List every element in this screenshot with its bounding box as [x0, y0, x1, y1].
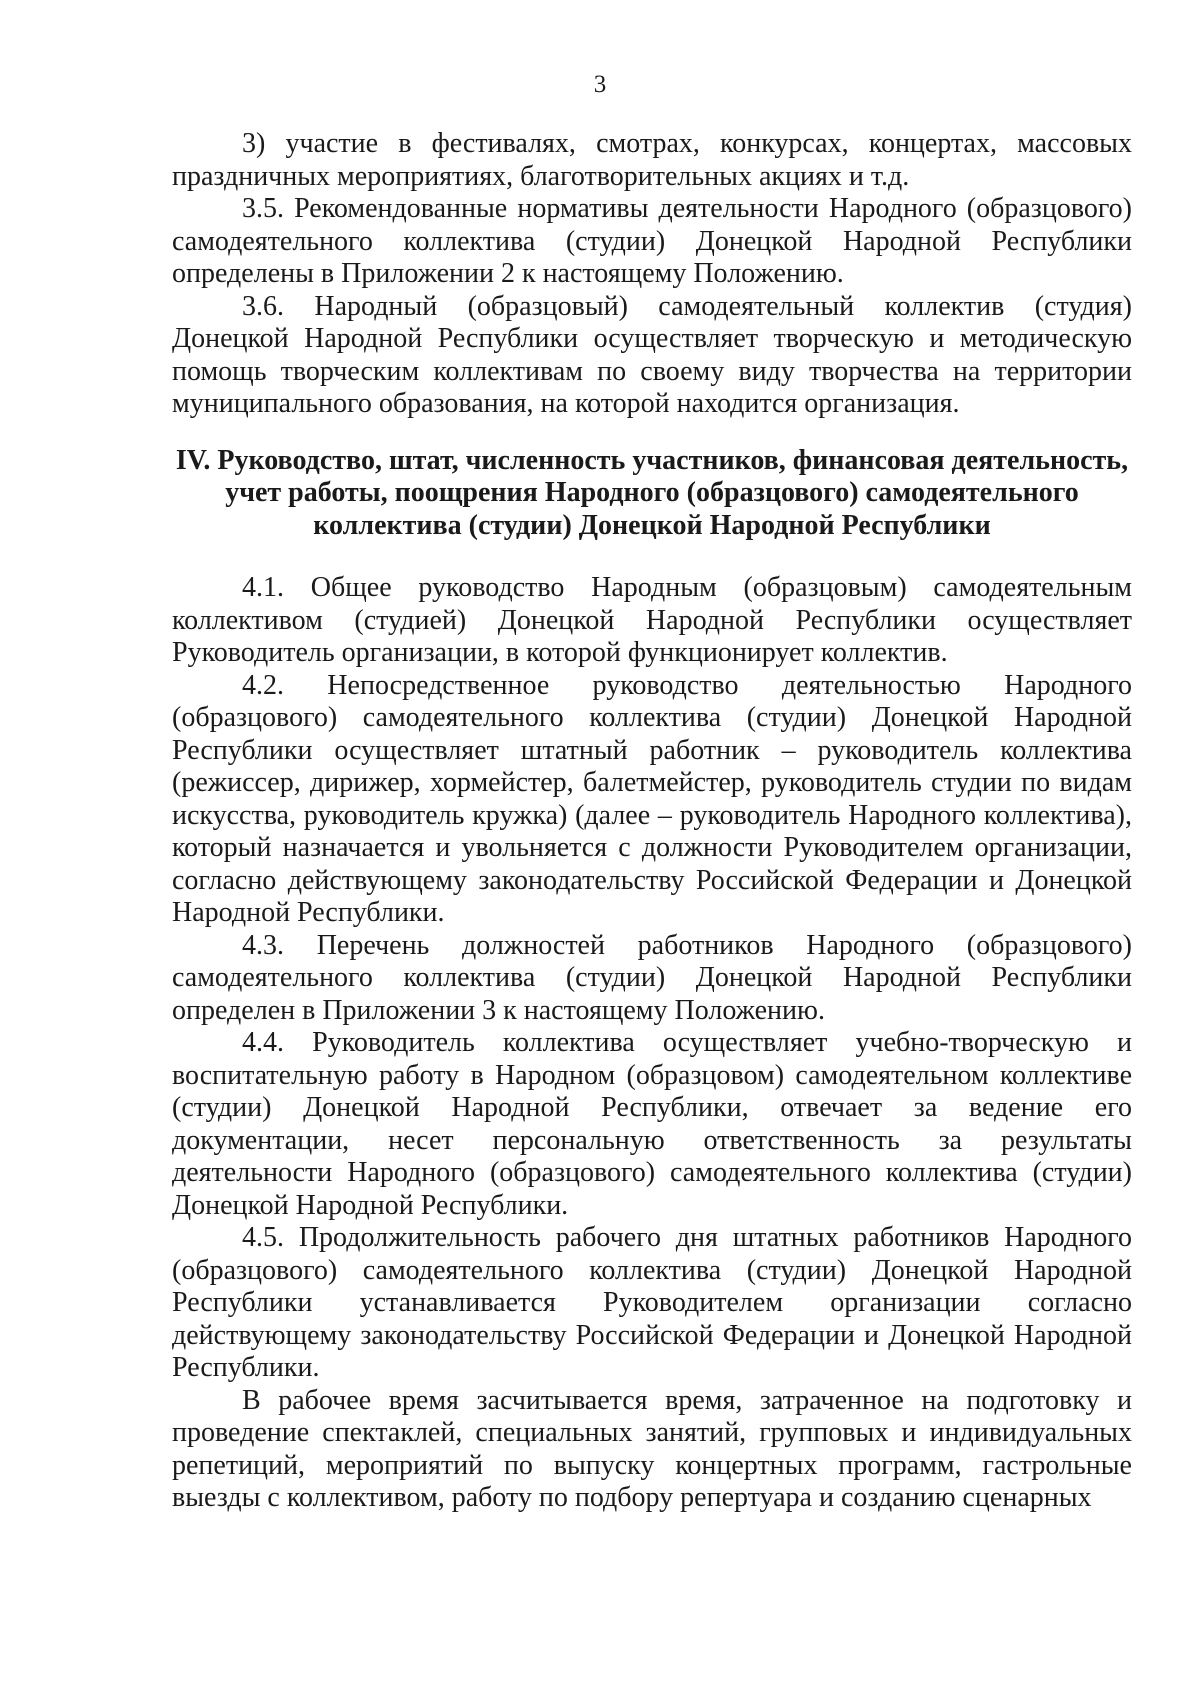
paragraph-4-1: 4.1. Общее руководство Народным (образцовым) самодеятельным коллективом (студией) Донецкой Народной Республики осуществляет Руководитель организации, в которой функционирует коллектив.: [172, 572, 1132, 668]
paragraph-3-4-item-3: 3) участие в фестивалях, смотрах, конкурсах, концертах, массовых праздничных мероприятиях, благотворительных акциях и т.д.: [172, 128, 1132, 192]
section-heading-line: коллектива (студии) Донецкой Народной Республики: [313, 509, 991, 541]
page-number: 3: [593, 71, 607, 98]
paragraph-4-2: 4.2. Непосредственное руководство деятельностью Народного (образцового) самодеятельного коллектива (студии) Донецкой Народной Республики осуществляет штатный работник – руководитель коллектива (режиссер, дирижер, хормейстер, балетмейстер, руководитель студии по видам искусства, руководитель кружка) (далее – руководитель Народного коллектива), который назначается и увольняется с должности Руководителем организации, согласно действующему законодательству Российской Федерации и Донецкой Народной Республики.: [172, 669, 1132, 928]
paragraph-working-time: В рабочее время засчитывается время, затраченное на подготовку и проведение спектаклей, специальных занятий, групповых и индивидуальных репетиций, мероприятий по выпуску концертных программ, гастрольные выезды с коллективом, работу по подбору репертуара и созданию сценарных: [172, 1384, 1132, 1513]
section-heading-line: учет работы, поощрения Народного (образцового) самодеятельного: [225, 477, 1079, 508]
paragraph-4-4: 4.4. Руководитель коллектива осуществляет учебно-творческую и воспитательную работу в Народном (образцовом) самодеятельном коллективе (студии) Донецкой Народной Республики, отвечает за ведение его документации, несет персональную ответственность за результаты деятельности Народного (образцового) самодеятельного коллектива (студии) Донецкой Народной Республики.: [172, 1027, 1132, 1221]
section-heading-line: IV. Руководство, штат, численность участников, финансовая деятельность,: [175, 444, 1129, 476]
paragraph-3-5: 3.5. Рекомендованные нормативы деятельности Народного (образцового) самодеятельного коллектива (студии) Донецкой Народной Республики определены в Приложении 2 к настоящему Положению.: [172, 193, 1132, 289]
section-heading-iv: [172, 445, 1132, 543]
paragraph-4-3: 4.3. Перечень должностей работников Народного (образцового) самодеятельного коллектива (студии) Донецкой Народной Республики определен в Приложении 3 к настоящему Положению.: [172, 929, 1132, 1026]
paragraph-3-6: 3.6. Народный (образцовый) самодеятельный коллектив (студия) Донецкой Народной Республики осуществляет творческую и методическую помощь творческим коллективам по своему виду творчества на территории муниципального образования, на которой находится организация.: [172, 290, 1132, 419]
paragraph-4-5: 4.5. Продолжительность рабочего дня штатных работников Народного (образцового) самодеятельного коллектива (студии) Донецкой Народной Республики устанавливается Руководителем организации согласно действующему законодательству Российской Федерации и Донецкой Народной Республики.: [172, 1222, 1132, 1383]
document-body: [172, 128, 1132, 1515]
